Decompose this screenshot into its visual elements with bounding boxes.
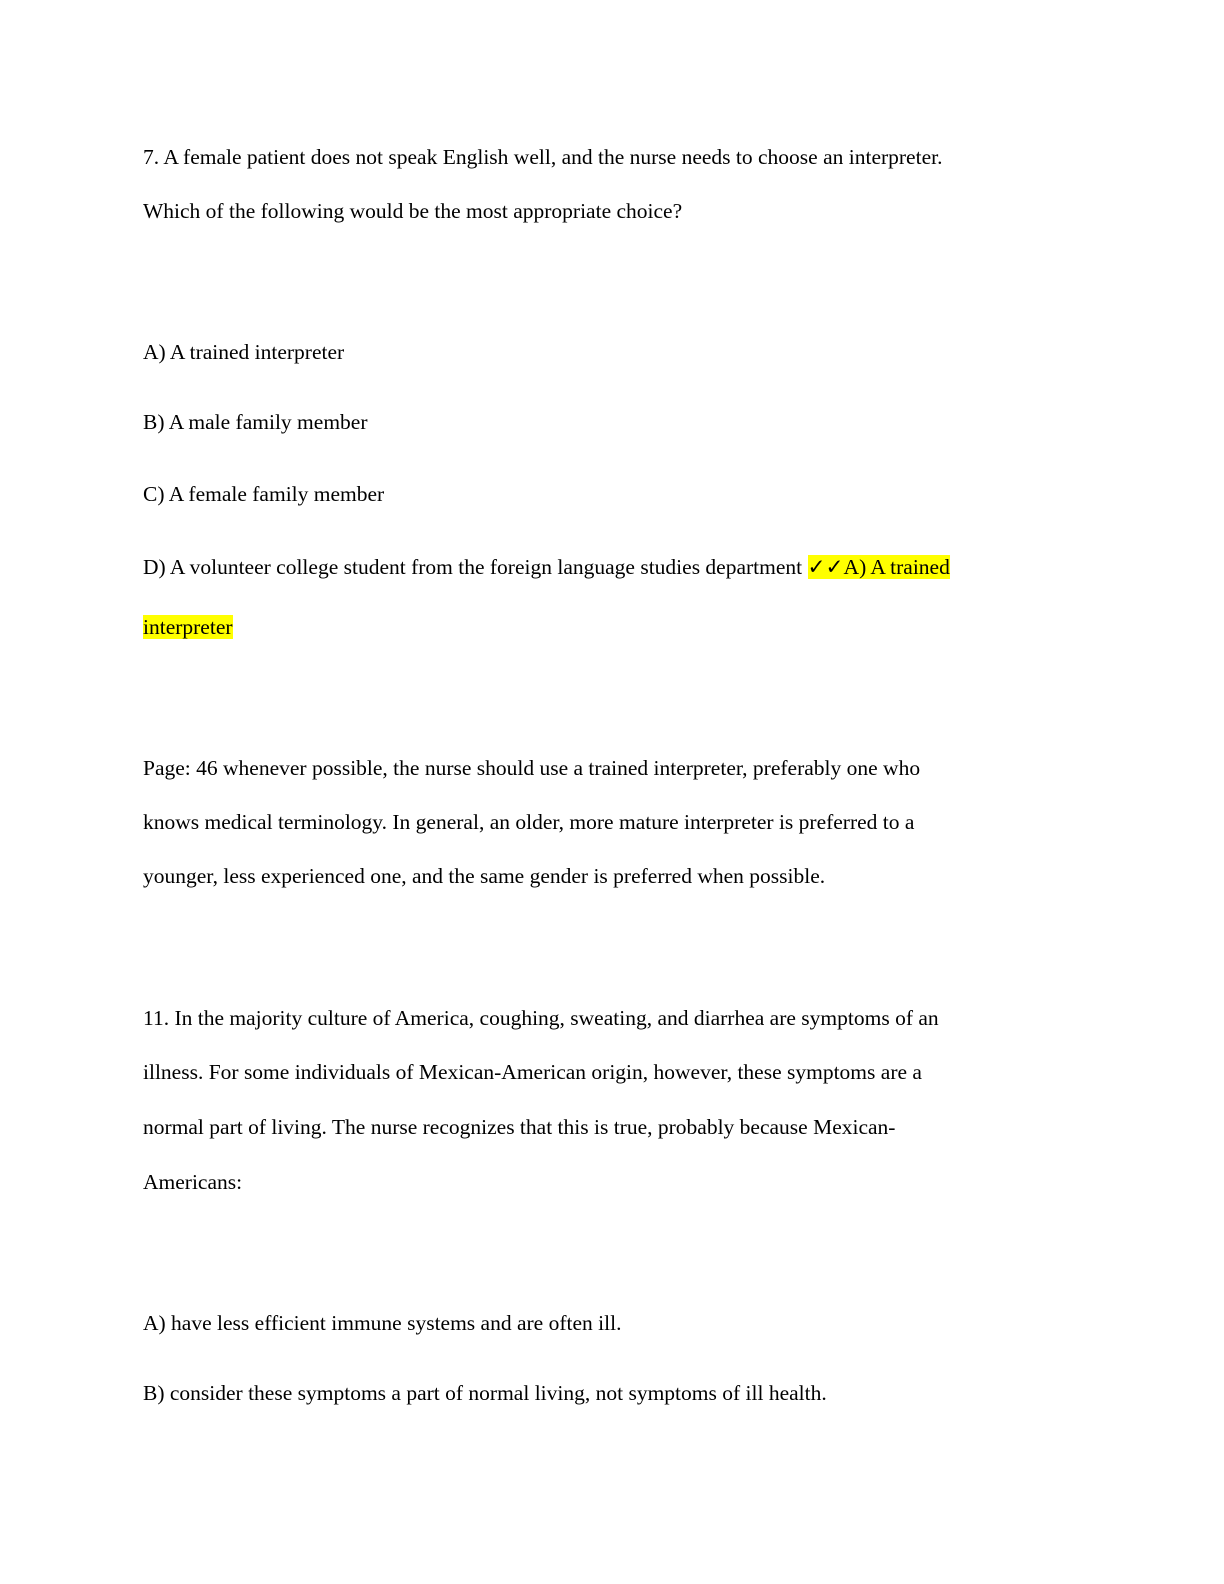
q11-stem-line-3: normal part of living. The nurse recognizes that this is true, probably because Mexican- xyxy=(143,1115,896,1139)
q11-stem-line-1: 11. In the majority culture of America, coughing, sweating, and diarrhea are symptoms of an xyxy=(143,1006,939,1030)
q7-answer-highlight-2: interpreter xyxy=(143,615,233,639)
q11-option-b: B) consider these symptoms a part of normal living, not symptoms of ill health. xyxy=(143,1381,827,1405)
q11-stem-line-2: illness. For some individuals of Mexican-American origin, however, these symptoms are a xyxy=(143,1060,922,1084)
q7-stem-line-1: 7. A female patient does not speak English well, and the nurse needs to choose an interpreter. xyxy=(143,145,943,169)
q7-rationale-line-2: knows medical terminology. In general, an older, more mature interpreter is preferred to a xyxy=(143,810,915,834)
q7-option-a: A) A trained interpreter xyxy=(143,340,345,364)
q11-stem-line-4: Americans: xyxy=(143,1170,243,1194)
q7-answer-highlight-1: ✓✓A) A trained xyxy=(807,555,950,579)
q7-stem-line-2: Which of the following would be the most appropriate choice? xyxy=(143,199,683,223)
q11-option-a: A) have less efficient immune systems and are often ill. xyxy=(143,1311,622,1335)
q7-option-c: C) A female family member xyxy=(143,482,385,506)
q7-option-d: D) A volunteer college student from the foreign language studies department xyxy=(143,555,808,579)
q7-option-b: B) A male family member xyxy=(143,410,368,434)
q7-rationale-line-1: Page: 46 whenever possible, the nurse should use a trained interpreter, preferably one who xyxy=(143,756,921,780)
q7-answer-line-2 xyxy=(143,613,233,641)
q7-rationale-line-3: younger, less experienced one, and the same gender is preferred when possible. xyxy=(143,864,826,888)
q7-option-d-line xyxy=(143,553,950,581)
